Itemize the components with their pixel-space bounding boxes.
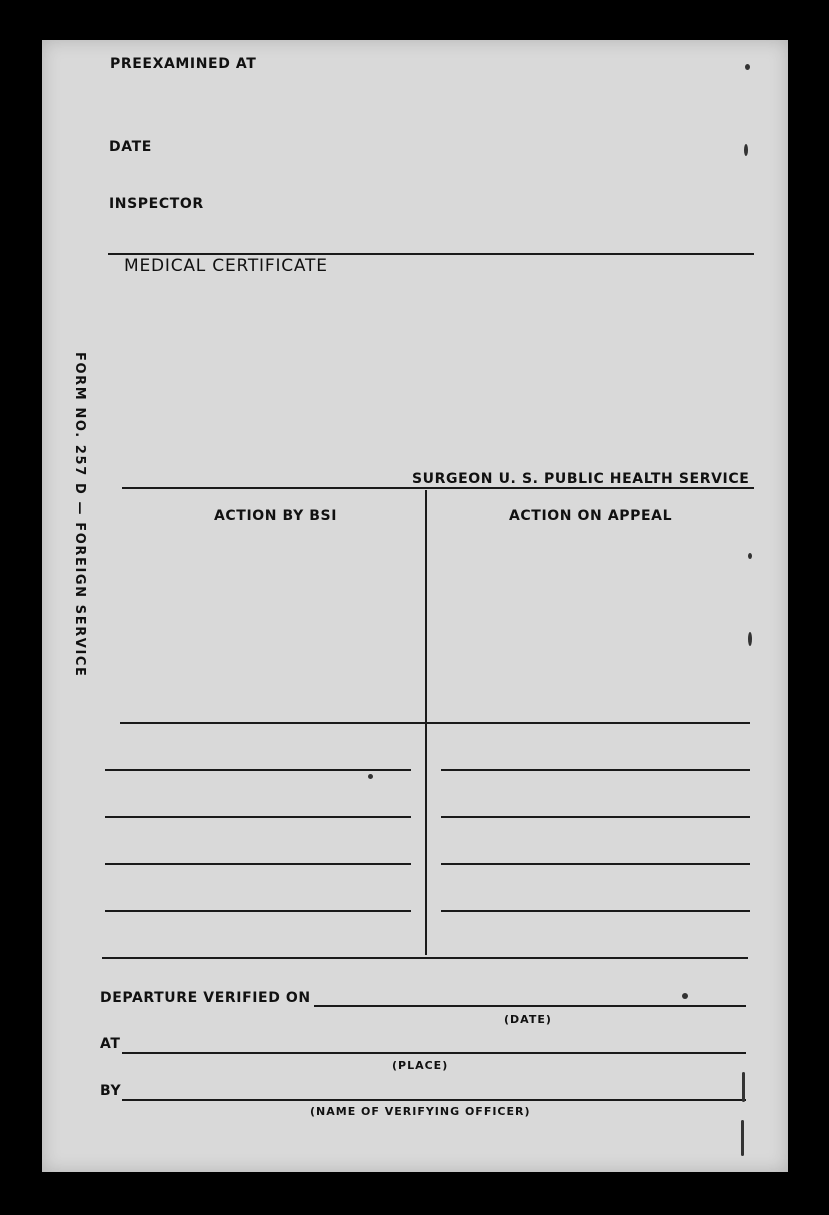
officer-line: [122, 1099, 746, 1101]
action-on-appeal-label: ACTION ON APPEAL: [509, 508, 673, 524]
at-label: AT: [100, 1036, 121, 1052]
place-caption: (PLACE): [392, 1059, 449, 1072]
paper-speck: [682, 993, 688, 999]
action-by-bsi-label: ACTION BY BSI: [214, 508, 338, 524]
action-appeal-line: [441, 816, 750, 818]
place-line: [122, 1052, 746, 1054]
departure-date-line: [314, 1005, 746, 1007]
paper-speck: [748, 632, 752, 646]
surgeon-signature-label: SURGEON U. S. PUBLIC HEALTH SERVICE: [412, 471, 750, 487]
date-label: DATE: [109, 139, 152, 155]
preexamined-at-label: PREEXAMINED AT: [110, 56, 257, 72]
inspector-label: INSPECTOR: [109, 196, 204, 212]
paper-mark: [742, 1072, 745, 1102]
action-appeal-line: [441, 769, 750, 771]
medical-certificate-title: MEDICAL CERTIFICATE: [124, 256, 328, 276]
paper-speck: [744, 144, 748, 156]
form-card: [42, 40, 788, 1172]
action-appeal-line: [441, 863, 750, 865]
paper-speck: [368, 774, 373, 779]
paper-speck: [745, 64, 750, 70]
action-line-full: [120, 722, 750, 724]
officer-caption: (NAME OF VERIFYING OFFICER): [310, 1105, 531, 1118]
header-divider: [108, 253, 754, 255]
paper-speck: [748, 553, 752, 559]
action-appeal-line: [441, 910, 750, 912]
form-number-side-label: FORM NO. 257 D — FOREIGN SERVICE: [72, 352, 87, 678]
action-section-bottom-divider: [102, 957, 748, 959]
date-caption: (DATE): [504, 1013, 552, 1026]
action-bsi-line: [105, 863, 411, 865]
departure-verified-label: DEPARTURE VERIFIED ON: [100, 990, 311, 1006]
paper-mark: [741, 1120, 744, 1156]
by-label: BY: [100, 1083, 122, 1099]
action-bsi-line: [105, 816, 411, 818]
certificate-divider: [122, 487, 754, 489]
action-bsi-line: [105, 910, 411, 912]
action-bsi-line: [105, 769, 411, 771]
